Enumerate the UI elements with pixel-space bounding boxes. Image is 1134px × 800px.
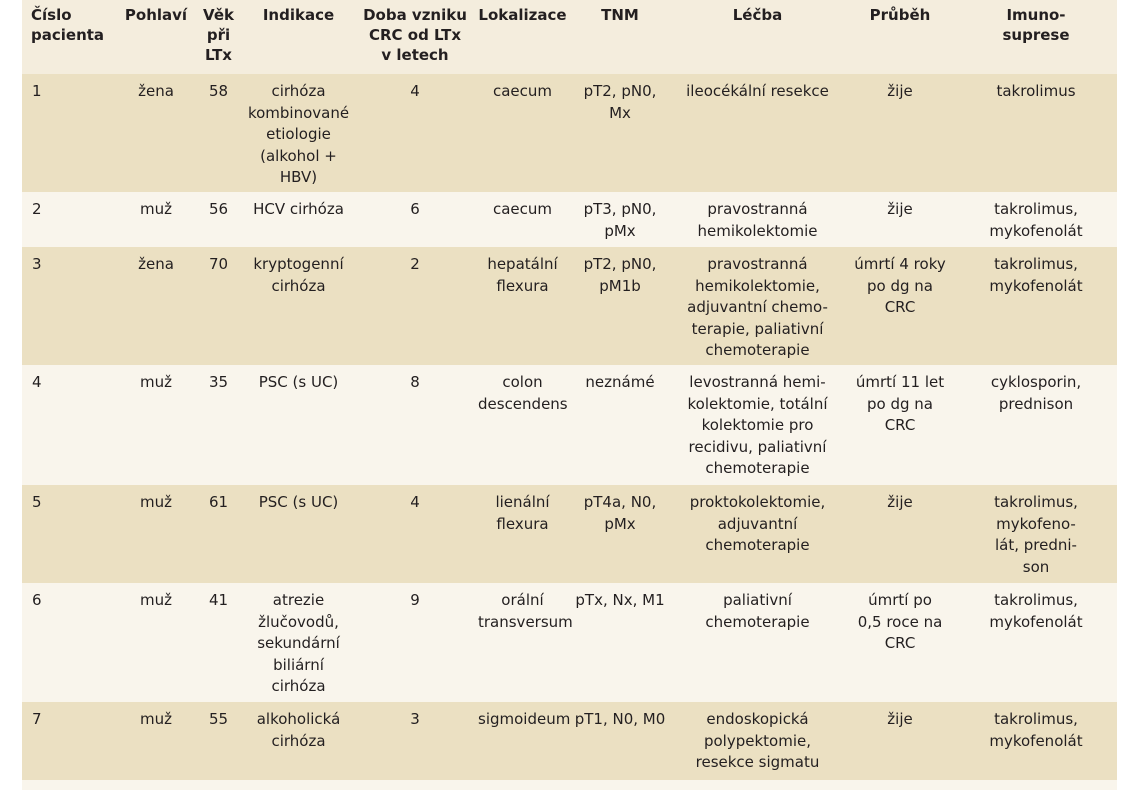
cell-cislo-pacienta: [22, 702, 117, 780]
cell-indikace: [242, 702, 355, 780]
table-row: [22, 74, 1117, 192]
cell-imunosuprese: [955, 74, 1117, 192]
cell-text: 3: [410, 710, 420, 728]
cell-text: ileocékální resekce: [686, 82, 829, 100]
cell-indikace: [242, 485, 355, 583]
cell-text: takrolimus, mykofenolát: [989, 591, 1083, 631]
header-prubeh: [845, 0, 955, 74]
cell-text: cirhóza kombinované etiologie (alkohol + HBV): [247, 82, 350, 187]
cell-lecba: [670, 247, 845, 365]
cell-tnm: [570, 485, 670, 583]
cell-text: neznámé: [585, 373, 655, 391]
cell-vek: [195, 247, 242, 365]
cell-text: levostranná hemi- kolektomie, totální kolektomie pro recidivu, paliativní chemoterapie: [687, 373, 828, 478]
cell-text: pT1, N0, M0: [574, 710, 666, 728]
table-row: [22, 365, 1117, 485]
cell-lecba: [670, 365, 845, 485]
cell-doba-vzniku: [355, 583, 475, 702]
cell-text: žije: [887, 710, 913, 728]
cell-text: muž: [140, 710, 172, 728]
header-lokalizace: [475, 0, 570, 74]
cell-vek: [195, 485, 242, 583]
cell-text: muž: [140, 493, 172, 511]
cell-text: úmrtí po 0,5 roce na CRC: [857, 591, 943, 653]
cell-text: žena: [138, 255, 174, 273]
cell-text: 56: [208, 200, 229, 218]
cell-text: alkoholická cirhóza: [256, 710, 341, 750]
cell-indikace: [242, 74, 355, 192]
cell-text: žena: [138, 82, 174, 100]
table-header: [22, 0, 1117, 74]
cell-text: 55: [208, 710, 229, 728]
header-label: TNM: [601, 6, 639, 24]
cell-vek: [195, 583, 242, 702]
cell-text: muž: [140, 373, 172, 391]
cell-pohlavi: [117, 74, 195, 192]
header-label: Průběh: [869, 6, 931, 24]
cell-pohlavi: [117, 583, 195, 702]
cell-text: takrolimus, mykofeno- lát, predni- son: [994, 493, 1078, 576]
cell-text: 7: [32, 710, 42, 728]
cell-doba-vzniku: [355, 365, 475, 485]
table-row-empty: [22, 780, 1117, 790]
cell-text: úmrtí 4 roky po dg na CRC: [854, 255, 946, 317]
table-row: [22, 702, 1117, 780]
cell-prubeh: [845, 192, 955, 247]
cell-text: 4: [410, 493, 420, 511]
cell-prubeh: [845, 247, 955, 365]
cell-doba-vzniku: [355, 74, 475, 192]
cell-vek: [195, 74, 242, 192]
cell-doba-vzniku: [355, 192, 475, 247]
cell-text: 9: [410, 591, 420, 609]
cell-pohlavi: [117, 485, 195, 583]
cell-cislo-pacienta: [22, 583, 117, 702]
cell-lokalizace: [475, 485, 570, 583]
cell-text: 2: [410, 255, 420, 273]
cell-text: muž: [140, 200, 172, 218]
table-row: [22, 485, 1117, 583]
cell-text: pTx, Nx, M1: [575, 591, 665, 609]
header-label: Doba vzniku CRC od LTx v letech: [363, 6, 467, 64]
table-row: [22, 583, 1117, 702]
cell-imunosuprese: [955, 365, 1117, 485]
header-row: [22, 0, 1117, 74]
cell-text: žije: [887, 493, 913, 511]
header-vek: [195, 0, 242, 74]
table-row: [22, 192, 1117, 247]
cell-text: pT2, pN0, pM1b: [583, 255, 657, 295]
cell-text: caecum: [492, 200, 553, 218]
header-doba-vzniku: [355, 0, 475, 74]
cell-text: 5: [32, 493, 42, 511]
cell-pohlavi: [117, 192, 195, 247]
cell-text: hepatální flexura: [487, 255, 558, 295]
cell-text: 4: [32, 373, 42, 391]
cell-lecba: [670, 702, 845, 780]
cell-text: pravostranná hemikolektomie: [697, 200, 818, 240]
cell-tnm: [570, 74, 670, 192]
cell-lokalizace: [475, 702, 570, 780]
cell-text: úmrtí 11 let po dg na CRC: [855, 373, 945, 435]
cell-cislo-pacienta: [22, 485, 117, 583]
cell-imunosuprese: [955, 583, 1117, 702]
cell-text: 35: [208, 373, 229, 391]
cell-doba-vzniku: [355, 485, 475, 583]
cell-text: paliativní chemoterapie: [705, 591, 810, 631]
cell-lecba: [670, 583, 845, 702]
cell-pohlavi: [117, 365, 195, 485]
header-label: Lokalizace: [478, 6, 567, 24]
cell-lokalizace: [475, 583, 573, 702]
cell-text: kryptogenní cirhóza: [253, 255, 344, 295]
cell-text: 70: [208, 255, 229, 273]
cell-text: PSC (s UC): [258, 373, 339, 391]
cell-prubeh: [845, 365, 955, 485]
cell-text: colon descendens: [478, 373, 568, 413]
cell-text: žije: [887, 200, 913, 218]
cell-vek: [195, 365, 242, 485]
cell-text: pravostranná hemikolektomie, adjuvantní chemo- terapie, paliativní chemoterapie: [687, 255, 828, 360]
cell-cislo-pacienta: [22, 365, 117, 485]
cell-indikace: [242, 365, 355, 485]
cell-tnm: [570, 702, 670, 780]
cell-vek: [195, 192, 242, 247]
cell-text: 6: [32, 591, 42, 609]
cell-imunosuprese: [955, 485, 1117, 583]
header-label: Číslo pacienta: [31, 6, 105, 44]
cell-indikace: [242, 583, 355, 702]
cell-text: endoskopická polypektomie, resekce sigmatu: [695, 710, 820, 772]
cell-text: 6: [410, 200, 420, 218]
cell-text: caecum: [492, 82, 553, 100]
cell-prubeh: [845, 74, 955, 192]
cell-text: 3: [32, 255, 42, 273]
cell-lokalizace: [475, 74, 570, 192]
cell-doba-vzniku: [355, 702, 475, 780]
header-imunosuprese: [955, 0, 1117, 74]
header-label: Imuno- suprese: [1002, 6, 1070, 44]
cell-text: cyklosporin, prednison: [990, 373, 1082, 413]
cell-text: žije: [887, 82, 913, 100]
cell-text: takrolimus, mykofenolát: [989, 710, 1083, 750]
cell-text: atrezie žlučovodů, sekundární biliární cirhóza: [257, 591, 340, 696]
header-lecba: [670, 0, 845, 74]
cell-text: takrolimus, mykofenolát: [989, 255, 1083, 295]
cell-prubeh: [845, 583, 955, 702]
cell-text: 8: [410, 373, 420, 391]
cell-tnm: [570, 365, 670, 485]
cell-indikace: [242, 192, 355, 247]
cell-tnm: [570, 192, 670, 247]
cell-tnm: [570, 583, 670, 702]
table-row: [22, 247, 1117, 365]
cell-text: 2: [32, 200, 42, 218]
cell-text: muž: [140, 591, 172, 609]
cell-text: 58: [208, 82, 229, 100]
patients-table: [22, 0, 1117, 790]
cell-text: pT2, pN0, Mx: [583, 82, 657, 122]
header-cislo-pacienta: [22, 0, 117, 74]
cell-text: takrolimus: [996, 82, 1076, 100]
cell-text: orální transversum: [478, 591, 573, 631]
header-pohlavi: [117, 0, 195, 74]
cell-text: sigmoideum: [478, 710, 571, 728]
cell-prubeh: [845, 485, 955, 583]
cell-text: pT4a, N0, pMx: [583, 493, 657, 533]
cell-lecba: [670, 192, 845, 247]
cell-text: 41: [208, 591, 229, 609]
header-label: Léčba: [732, 6, 783, 24]
cell-text: PSC (s UC): [258, 493, 339, 511]
cell-text: 4: [410, 82, 420, 100]
cell-text: proktokolektomie, adjuvantní chemoterapie: [689, 493, 826, 555]
cell-cislo-pacienta: [22, 247, 117, 365]
table-body: [22, 74, 1117, 790]
header-tnm: [570, 0, 670, 74]
cell-indikace: [242, 247, 355, 365]
cell-imunosuprese: [955, 702, 1117, 780]
cell-doba-vzniku: [355, 247, 475, 365]
header-label: Pohlaví: [124, 6, 188, 24]
cell-lokalizace: [475, 247, 570, 365]
cell-vek: [195, 702, 242, 780]
cell-text: 61: [208, 493, 229, 511]
cell-pohlavi: [117, 247, 195, 365]
cell-prubeh: [845, 702, 955, 780]
empty-cell: [22, 780, 1117, 790]
cell-cislo-pacienta: [22, 192, 117, 247]
header-label: Věk při LTx: [203, 6, 234, 64]
cell-lecba: [670, 74, 845, 192]
cell-imunosuprese: [955, 247, 1117, 365]
cell-text: takrolimus, mykofenolát: [989, 200, 1083, 240]
cell-lokalizace: [475, 365, 570, 485]
header-indikace: [242, 0, 355, 74]
cell-cislo-pacienta: [22, 74, 117, 192]
cell-text: pT3, pN0, pMx: [583, 200, 657, 240]
cell-pohlavi: [117, 702, 195, 780]
header-label: Indikace: [262, 6, 335, 24]
cell-lokalizace: [475, 192, 570, 247]
cell-text: 1: [32, 82, 42, 100]
cell-lecba: [670, 485, 845, 583]
cell-imunosuprese: [955, 192, 1117, 247]
cell-tnm: [570, 247, 670, 365]
cell-text: lienální flexura: [495, 493, 550, 533]
cell-text: HCV cirhóza: [253, 200, 344, 218]
